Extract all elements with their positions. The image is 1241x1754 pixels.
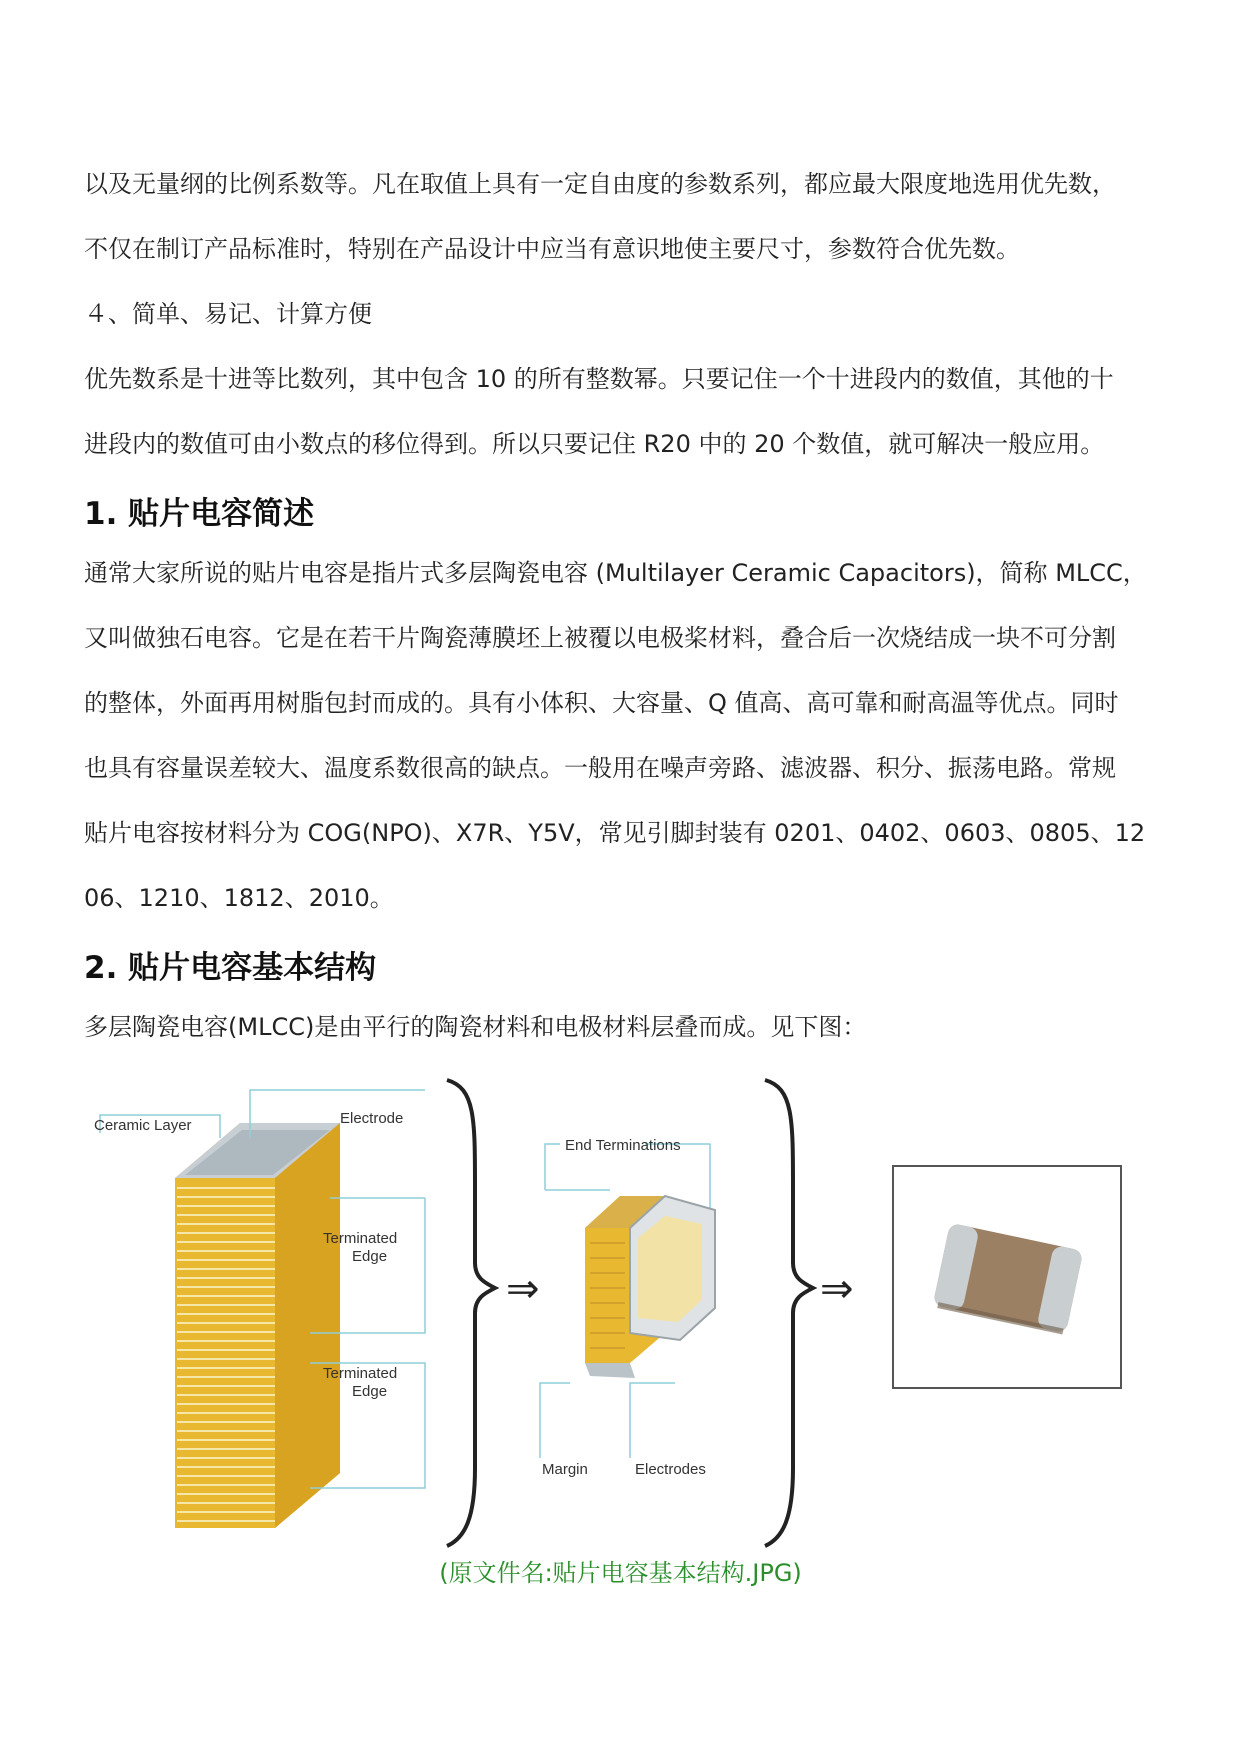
text-line: 通常大家所说的贴片电容是指片式多层陶瓷电容 (Multilayer Ceramic Capacitors)，简称 MLCC，	[84, 559, 1147, 587]
electrodes-label: Electrodes	[635, 1461, 706, 1478]
mlcc-structure-figure	[90, 1078, 1160, 1548]
text-line: 06、1210、1812、2010。	[84, 884, 394, 912]
brace-1	[447, 1080, 495, 1546]
terminated-edge-label: Terminated	[323, 1230, 398, 1247]
section2-heading: 2. 贴片电容基本结构	[84, 950, 377, 986]
capacitor-cutaway-illustration	[585, 1196, 715, 1378]
section2-paragraph	[84, 995, 1174, 1060]
electrode-label: Electrode	[340, 1110, 404, 1127]
mlcc-photo	[893, 1166, 1121, 1388]
section1-paragraph	[84, 541, 1174, 931]
intro-paragraph	[84, 152, 1174, 477]
section1-heading: 1. 贴片电容简述	[84, 496, 315, 532]
brace-2	[765, 1080, 813, 1546]
terminated-edge-label: Edge	[352, 1383, 388, 1400]
text-line: 也具有容量误差较大、温度系数很高的缺点。一般用在噪声旁路、滤波器、积分、振荡电路。常规	[84, 754, 1116, 782]
text-line: 不仅在制订产品标准时，特别在产品设计中应当有意识地使主要尺寸，参数符合优先数。	[84, 235, 1020, 263]
text-line: 进段内的数值可由小数点的移位得到。所以只要记住 R20 中的 20 个数值，就可解决一般应用。	[84, 430, 1105, 458]
point4-title: ４、简单、易记、计算方便	[84, 300, 372, 328]
arrow-2-icon: ⇒	[820, 1266, 854, 1312]
layer-stack-illustration	[175, 1123, 340, 1528]
figure-caption: (原文件名:贴片电容基本结构.JPG)	[439, 1559, 802, 1587]
text-line: 贴片电容按材料分为 COG(NPO)、X7R、Y5V，常见引脚封装有 0201、0402、0603、0805、12	[84, 819, 1146, 847]
arrow-1-icon: ⇒	[506, 1266, 540, 1312]
text-line: 以及无量纲的比例系数等。凡在取值上具有一定自由度的参数系列，都应最大限度地选用优先数，	[84, 170, 1116, 198]
ceramic-layer-label: Ceramic Layer	[94, 1117, 192, 1134]
text-line: 的整体，外面再用树脂包封而成的。具有小体积、大容量、Q 值高、高可靠和耐高温等优点。同时	[84, 689, 1119, 717]
text-line: 多层陶瓷电容(MLCC)是由平行的陶瓷材料和电极材料层叠而成。见下图：	[84, 1013, 867, 1041]
end-terminations-label: End Terminations	[565, 1137, 681, 1154]
text-line: 优先数系是十进等比数列，其中包含 10 的所有整数幂。只要记住一个十进段内的数值，其他的十	[84, 365, 1114, 393]
text-line: 又叫做独石电容。它是在若干片陶瓷薄膜坯上被覆以电极桨材料，叠合后一次烧结成一块不可分割	[84, 624, 1116, 652]
terminated-edge-label: Edge	[352, 1248, 388, 1265]
margin-label: Margin	[542, 1461, 588, 1478]
terminated-edge-label: Terminated	[323, 1365, 398, 1382]
